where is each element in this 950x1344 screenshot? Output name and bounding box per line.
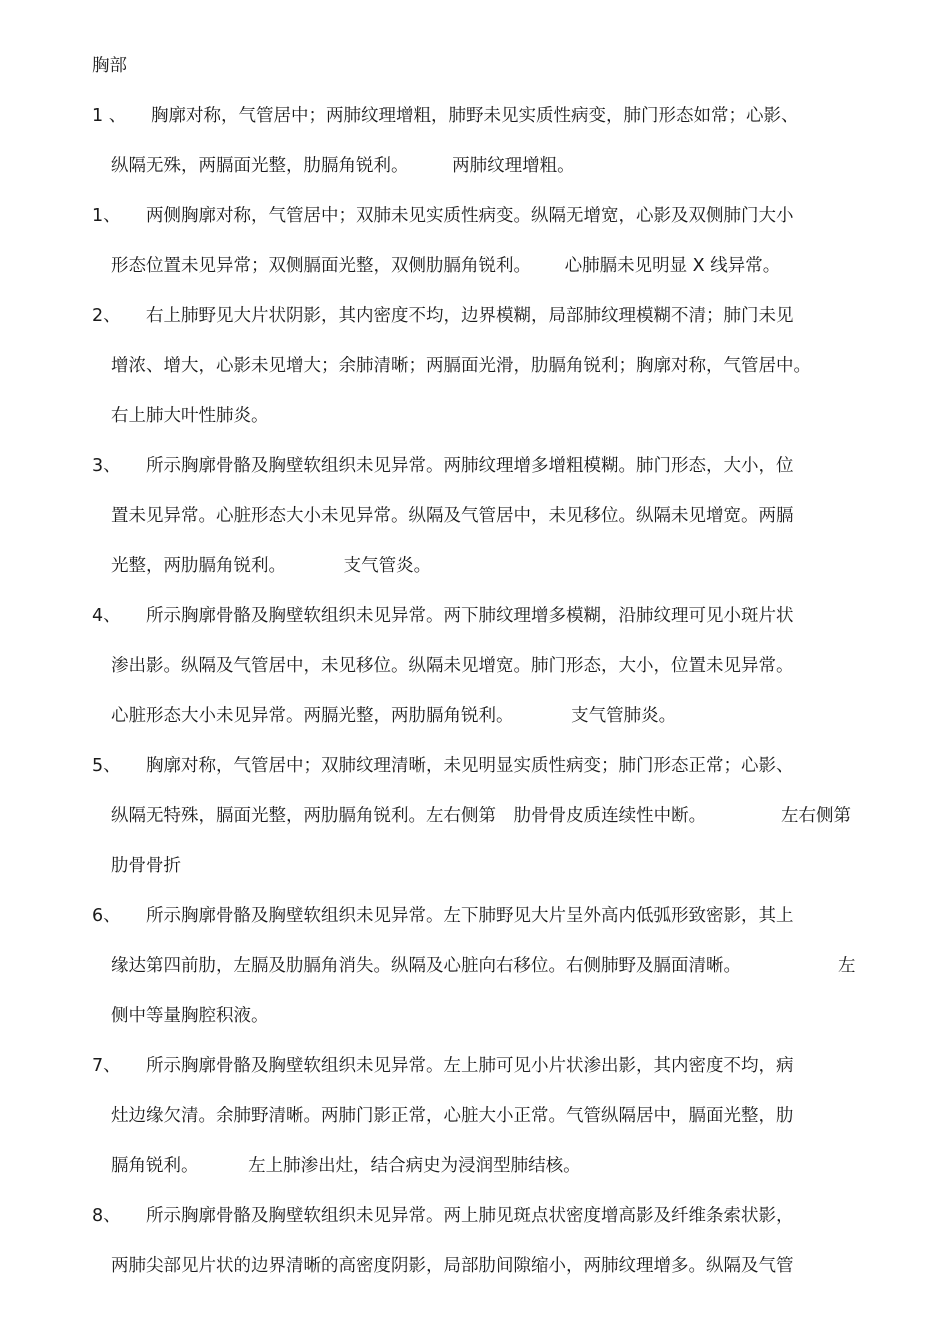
item-number: 5、 bbox=[92, 756, 121, 776]
item-text-line: 胸廓对称，气管居中；两肺纹理增粗，肺野未见实质性病变，肺门形态如常；心影、 bbox=[151, 106, 799, 126]
item-number: 3、 bbox=[92, 456, 121, 476]
item-text-line: 所示胸廓骨骼及胸壁软组织未见异常。两下肺纹理增多模糊，沿肺纹理可见小斑片状 bbox=[146, 606, 794, 626]
item-diagnosis: 两肺纹理增粗。 bbox=[452, 156, 575, 176]
item-number: 2、 bbox=[92, 306, 121, 326]
item-diagnosis: 心肺膈未见明显 X 线异常。 bbox=[564, 256, 781, 276]
item-text-line: 右上肺大叶性肺炎。 bbox=[111, 406, 269, 426]
item-text-line: 置未见异常。心脏形态大小未见异常。纵隔及气管居中，未见移位。纵隔未见增宽。两膈 bbox=[111, 506, 794, 526]
item-text-line: 胸廓对称，气管居中；双肺纹理清晰，未见明显实质性病变；肺门形态正常；心影、 bbox=[146, 756, 794, 776]
item-text: 缘达第四前肋，左膈及肋膈角消失。纵隔及心脏向右移位。右侧肺野及膈面清晰。 bbox=[111, 956, 741, 976]
item-number: 6、 bbox=[92, 906, 121, 926]
item-text: 膈角锐利。 bbox=[111, 1156, 199, 1176]
item-text: 形态位置未见异常；双侧膈面光整，双侧肋膈角锐利。 bbox=[111, 256, 531, 276]
item-diagnosis: 支气管炎。 bbox=[343, 556, 432, 576]
item-number: 8、 bbox=[92, 1206, 121, 1226]
section-heading: 胸部 bbox=[92, 56, 127, 76]
item-number: 4、 bbox=[92, 606, 121, 626]
item-number: 1 、 bbox=[92, 106, 127, 126]
item-text-line bbox=[111, 804, 861, 828]
item-text: 左 bbox=[838, 956, 856, 976]
item-text: 肋骨骨皮质连续性中断。 bbox=[513, 806, 707, 826]
item-text: 纵隔无殊，两膈面光整，肋膈角锐利。 bbox=[111, 156, 409, 176]
item-number: 7、 bbox=[92, 1056, 121, 1076]
item-text-line bbox=[111, 154, 575, 178]
item-text-line: 增浓、增大，心影未见增大；余肺清晰；两膈面光滑，肋膈角锐利；胸廓对称，气管居中。 bbox=[111, 356, 811, 376]
item-text-line bbox=[111, 954, 861, 978]
item-text: 光整，两肋膈角锐利。 bbox=[111, 556, 286, 576]
item-text: 左右侧第 bbox=[781, 806, 851, 826]
item-text: 心脏形态大小未见异常。两膈光整，两肋膈角锐利。 bbox=[111, 706, 514, 726]
item-text-line: 灶边缘欠清。余肺野清晰。两肺门影正常，心脏大小正常。气管纵隔居中，膈面光整，肋 bbox=[111, 1106, 794, 1126]
item-text-line bbox=[111, 254, 780, 278]
item-diagnosis: 支气管肺炎。 bbox=[571, 706, 677, 726]
item-number: 1、 bbox=[92, 206, 121, 226]
item-text-line: 两侧胸廓对称，气管居中；双肺未见实质性病变。纵隔无增宽，心影及双侧肺门大小 bbox=[146, 206, 794, 226]
item-diagnosis: 左上肺渗出灶，结合病史为浸润型肺结核。 bbox=[248, 1156, 581, 1176]
item-text-line: 侧中等量胸腔积液。 bbox=[111, 1006, 269, 1026]
item-text-line: 所示胸廓骨骼及胸壁软组织未见异常。左上肺可见小片状渗出影，其内密度不均，病 bbox=[146, 1056, 794, 1076]
item-text-line bbox=[111, 704, 676, 728]
item-text-line bbox=[111, 554, 431, 578]
item-text-line: 右上肺野见大片状阴影，其内密度不均，边界模糊，局部肺纹理模糊不清；肺门未见 bbox=[146, 306, 794, 326]
item-text-line: 肋骨骨折 bbox=[111, 856, 181, 876]
item-text-line: 所示胸廓骨骼及胸壁软组织未见异常。两上肺见斑点状密度增高影及纤维条索状影， bbox=[146, 1206, 794, 1226]
item-text: 纵隔无特殊，膈面光整，两肋膈角锐利。左右侧第 bbox=[111, 806, 496, 826]
item-text-line: 两肺尖部见片状的边界清晰的高密度阴影，局部肋间隙缩小，两肺纹理增多。纵隔及气管 bbox=[111, 1256, 794, 1276]
item-text-line: 所示胸廓骨骼及胸壁软组织未见异常。左下肺野见大片呈外高内低弧形致密影，其上 bbox=[146, 906, 794, 926]
item-text-line bbox=[111, 1154, 581, 1178]
item-text-line: 渗出影。纵隔及气管居中，未见移位。纵隔未见增宽。肺门形态，大小，位置未见异常。 bbox=[111, 656, 794, 676]
item-text-line: 所示胸廓骨骼及胸壁软组织未见异常。两肺纹理增多增粗模糊。肺门形态，大小，位 bbox=[146, 456, 794, 476]
